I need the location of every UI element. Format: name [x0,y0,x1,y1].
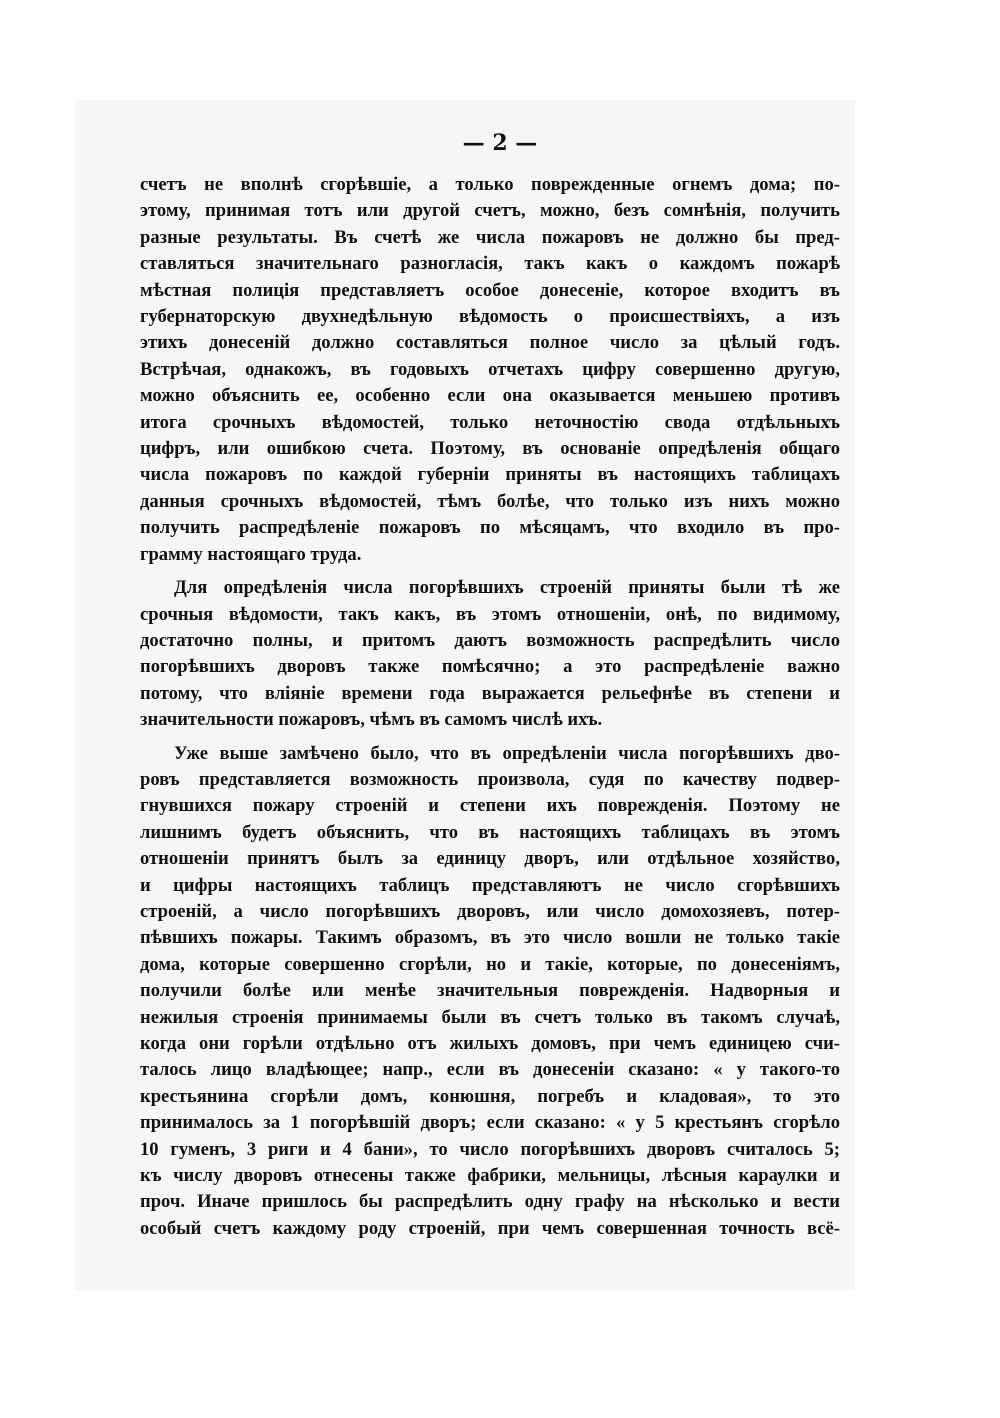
text-line: 10 гуменъ, 3 риги и 4 бани», то число погорѣвшихъ дворовъ считалось 5; [140,1138,840,1160]
text-line: лишнимъ будетъ объяснить, что въ настоящихъ таблицахъ въ этомъ [140,821,840,843]
text-line: ставляться значительнаго разногласія, такъ какъ о каждомъ пожарѣ [140,253,840,275]
text-line: цифръ, или ошибкою счета. Поэтому, въ основаніе опредѣленія общаго [140,438,840,460]
text-line: получить распредѣленіе пожаровъ по мѣсяцамъ, что входило въ про- [140,517,840,539]
text-line: проч. Иначе пришлось бы распредѣлить одну графу на нѣсколько и вести [140,1191,840,1213]
text-line: ровъ представляется возможность произвола, судя по качеству подвер- [140,768,840,790]
text-line: данныя срочныхъ вѣдомостей, тѣмъ болѣе, что только изъ нихъ можно [140,490,840,512]
text-line: крестьянина сгорѣли домъ, конюшня, погребъ и кладовая», то это [140,1085,840,1107]
text-line: значительности пожаровъ, чѣмъ въ самомъ числѣ ихъ. [140,709,603,731]
text-line: Для опредѣленія числа погорѣвшихъ строеній приняты были тѣ же [174,577,840,599]
text-line: нежилыя строенія принимаемы были въ счетъ только въ такомъ случаѣ, [140,1006,840,1028]
text-line: счетъ не вполнѣ сгорѣвшіе, а только поврежденные огнемъ дома; по- [140,174,840,195]
text-line: особый счетъ каждому роду строеній, при чемъ совершенная точность всё- [140,1217,840,1239]
text-line: разные результаты. Въ счетѣ же числа пожаровъ не должно бы пред- [140,226,840,248]
text-line: мѣстная полиція представляетъ особое донесеніе, которое входитъ въ [140,279,840,301]
text-line: дома, которые совершенно сгорѣли, но и такіе, которые, по донесеніямъ, [140,953,840,975]
text-line: отношеніи принятъ былъ за единицу дворъ, или отдѣльное хозяйство, [140,848,840,870]
text-line: этому, принимая тотъ или другой счетъ, можно, безъ сомнѣнія, получить [140,200,840,222]
text-line: достаточно полны, и притомъ даютъ возможность распредѣлить число [140,629,840,651]
text-line: строеній, а число погорѣвшихъ дворовъ, или число домохозяевъ, потер- [140,900,840,922]
body-text [140,172,840,1242]
text-line: числа пожаровъ по каждой губерніи приняты въ настоящихъ таблицахъ [140,464,840,486]
text-line: и цифры настоящихъ таблицъ представляютъ не число сгорѣвшихъ [140,874,840,896]
text-line: можно объяснить ее, особенно если она оказывается меньшею противъ [140,385,840,407]
text-line: Уже выше замѣчено было, что въ опредѣленіи числа погорѣвшихъ дво- [174,742,840,764]
text-line: когда они горѣли отдѣльно отъ жилыхъ домовъ, при чемъ единицею счи- [140,1033,840,1054]
page-number: — 2 — [462,130,538,156]
text-line: талось лицо владѣющее; напр., если въ донесеніи сказано: « у такого-то [140,1059,840,1081]
text-line: этихъ донесеній должно составляться полное число за цѣлый годъ. [140,332,840,354]
text-line: срочныя вѣдомости, такъ какъ, въ этомъ отношеніи, онѣ, по видимому, [140,603,840,625]
text-line: грамму настоящаго труда. [140,543,362,565]
text-line: Встрѣчая, однакожъ, въ годовыхъ отчетахъ цифру совершенно другую, [140,358,840,380]
text-line: итога срочныхъ вѣдомостей, только неточностію свода отдѣльныхъ [140,411,840,433]
text-line: получили болѣе или менѣе значительныя поврежденія. Надворныя и [140,980,840,1002]
text-line: потому, что вліяніе времени года выражается рельефнѣе въ степени и [140,682,840,704]
text-line: губернаторскую двухнедѣльную вѣдомость о происшествіяхъ, а изъ [140,306,840,328]
text-line: къ числу дворовъ отнесены также фабрики, мельницы, лѣсныя караулки и [140,1165,840,1187]
text-line: пѣвшихъ пожары. Такимъ образомъ, въ это число вошли не только такіе [140,927,840,949]
text-line: принималось за 1 погорѣвшій дворъ; если сказано: « у 5 крестьянъ сгорѣло [140,1112,840,1134]
text-line: погорѣвшихъ дворовъ также помѣсячно; а это распредѣленіе важно [140,656,840,678]
text-line: гнувшихся пожару строеній и степени ихъ поврежденія. Поэтому не [140,795,840,817]
